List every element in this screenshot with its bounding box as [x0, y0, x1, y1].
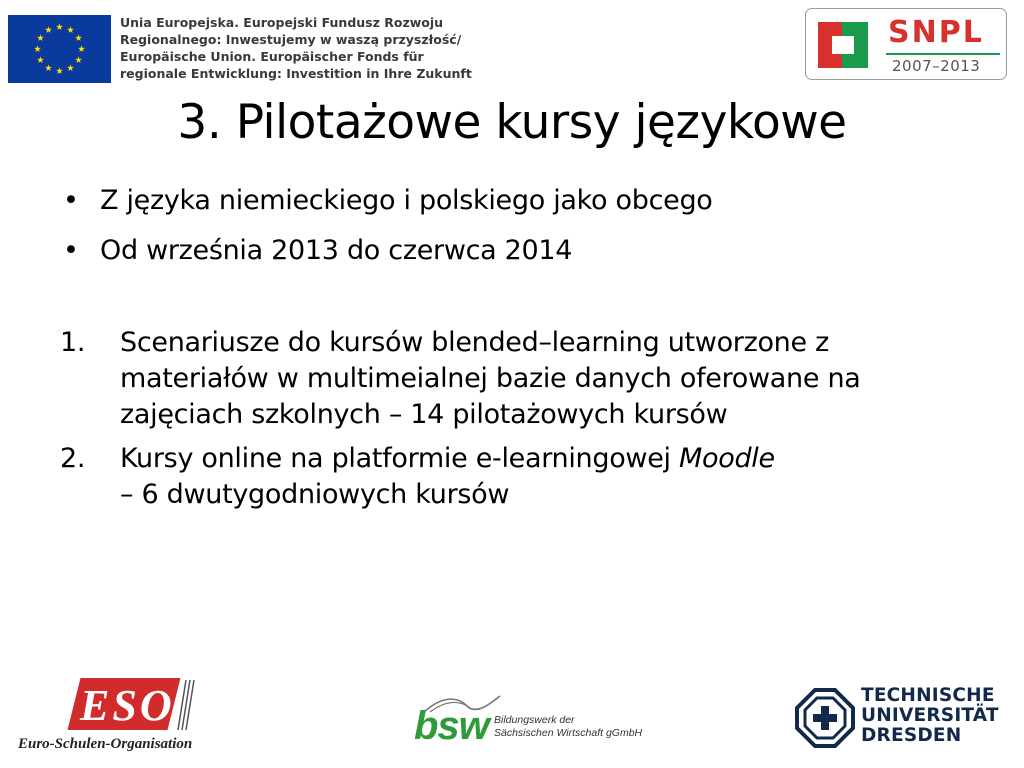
bullet-text: Z języka niemieckiego i polskiego jako obcego: [100, 185, 713, 216]
tu-dresden-line: TECHNISCHE: [861, 685, 995, 706]
eu-star-icon: [75, 34, 82, 41]
snpl-name: SNPL: [888, 15, 984, 50]
eu-star-icon: [45, 26, 52, 33]
platform-name: Moodle: [679, 443, 775, 474]
eso-letters: ESO: [80, 681, 175, 730]
eu-text-line: Unia Europejska. Europejski Fundusz Rozwoju: [120, 15, 444, 30]
slide-body: [60, 183, 970, 521]
eu-stars-icon: [8, 15, 111, 83]
bullet-icon: •: [63, 235, 79, 266]
tu-dresden-seal-icon: [795, 688, 855, 748]
eu-text-line: Europäische Union. Europäischer Fonds für: [120, 49, 424, 64]
eu-star-icon: [78, 45, 85, 52]
item-number: 1.: [60, 327, 86, 358]
eu-star-icon: [34, 45, 41, 52]
tu-dresden-name: [861, 686, 999, 746]
snpl-mark-icon: [814, 16, 872, 74]
bullet-text: Od września 2013 do czerwca 2014: [100, 235, 573, 266]
eu-funding-notice: [120, 14, 480, 82]
bsw-logo: [402, 694, 652, 754]
item-number: 2.: [60, 443, 86, 474]
bsw-subtitle-line: Bildungswerk der: [494, 714, 575, 726]
eu-text-line: Regionalnego: Inwestujemy w waszą przyszłość/: [120, 32, 462, 47]
item-text-end: – 6 dwutygodniowych kursów: [120, 479, 510, 510]
eso-caption: Euro-Schulen-Organisation: [18, 736, 193, 752]
eu-star-icon: [75, 56, 82, 63]
tu-dresden-line: UNIVERSITÄT: [861, 705, 999, 726]
eu-star-icon: [56, 67, 63, 74]
eu-star-icon: [37, 56, 44, 63]
bullet-item: [60, 233, 970, 269]
slide-title: 3. Pilotażowe kursy językowe: [177, 95, 847, 150]
bullet-item: [60, 183, 970, 219]
bullet-icon: •: [63, 185, 79, 216]
eu-flag-logo: [8, 15, 111, 83]
bsw-subtitle-line: Sächsischen Wirtschaft gGmbH: [494, 727, 643, 739]
numbered-item: [60, 441, 970, 513]
bsw-letters: bsw: [414, 704, 489, 748]
item-text: Scenariusze do kursów blended–learning utworzone z materiałów w multimeialnej bazie danych oferowane na zajęciach szkolnych – 14 pilotażowych kursów: [120, 327, 861, 430]
bsw-subtitle: [494, 714, 642, 740]
tu-dresden-line: DRESDEN: [861, 725, 962, 746]
tu-dresden-logo: [795, 686, 1005, 752]
snpl-years: 2007–2013: [892, 57, 981, 75]
item-text-start: Kursy online na platformie e-learningowej: [120, 443, 680, 474]
eu-star-icon: [45, 64, 52, 71]
eso-stripes-icon: [176, 680, 196, 730]
eu-text-line: regionale Entwicklung: Investition in Ihre Zukunft: [120, 66, 472, 81]
numbered-item: [60, 325, 970, 433]
snpl-logo: [805, 8, 1007, 80]
eu-star-icon: [56, 23, 63, 30]
eso-logo: [18, 678, 218, 758]
eu-star-icon: [37, 34, 44, 41]
eu-star-icon: [67, 64, 74, 71]
eu-star-icon: [67, 26, 74, 33]
spacer: [60, 283, 970, 325]
snpl-divider: [886, 53, 1000, 55]
